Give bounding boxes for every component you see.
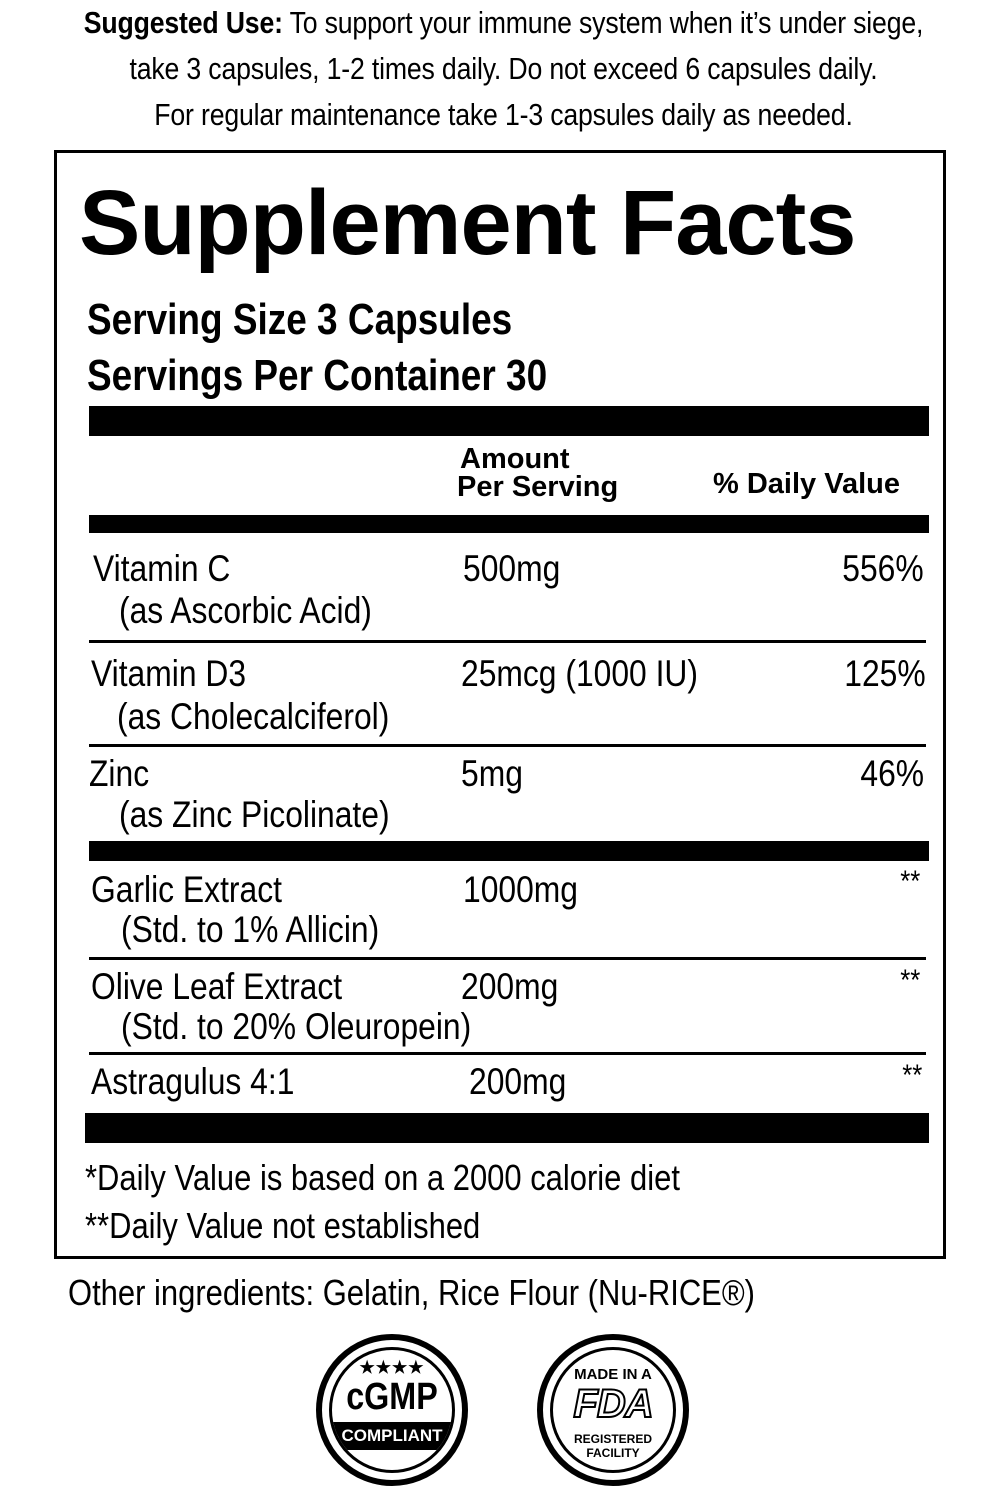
nutrient-name: Zinc	[89, 753, 150, 794]
supplement-facts-panel	[54, 150, 946, 1259]
nutrient-source: (Std. to 1% Allicin)	[121, 909, 380, 950]
nutrient-amount: 5mg	[461, 753, 523, 794]
daily-value-header: % Daily Value	[713, 468, 900, 500]
servings-per-container: Servings Per Container 30	[87, 351, 548, 400]
amount-header-line-2: Per Serving	[457, 471, 619, 503]
cgmp-compliant-badge	[316, 1334, 468, 1486]
nutrient-daily-value: 556%	[842, 548, 924, 589]
fda-registered-text: REGISTERED	[573, 1432, 652, 1446]
suggested-use-label: Suggested Use:	[83, 5, 283, 40]
suggested-use-line-1	[70, 0, 936, 46]
nutrient-name: Vitamin D3	[91, 653, 247, 694]
header-divider	[89, 515, 929, 533]
nutrient-daily-value: **	[901, 1059, 922, 1092]
footnote-not-established: **Daily Value not established	[85, 1205, 481, 1246]
fda-facility-text: FACILITY	[586, 1446, 640, 1460]
nutrient-daily-value: **	[899, 964, 920, 997]
nutrient-daily-value: 125%	[844, 653, 926, 694]
suggested-use-line-2: take 3 capsules, 1-2 times daily. Do not exceed 6 capsules daily.	[129, 51, 878, 86]
thick-divider-bottom	[85, 1113, 929, 1143]
nutrient-name: Astragulus 4:1	[91, 1061, 295, 1102]
compliant-ribbon	[329, 1422, 455, 1450]
nutrient-name: Garlic Extract	[91, 869, 282, 910]
nutrient-amount: 1000mg	[463, 869, 578, 910]
nutrient-source: (as Cholecalciferol)	[117, 696, 390, 737]
amount-header-line-1: Amount	[460, 443, 570, 475]
table-row	[89, 960, 926, 1055]
suggested-use-line-1-text: To support your immune system when it’s under siege,	[282, 5, 924, 40]
panel-title: Supplement Facts	[79, 172, 856, 274]
table-row	[89, 643, 926, 747]
cgmp-badge-inner-ring	[329, 1347, 455, 1473]
nutrient-source: (Std. to 20% Oleuropein)	[121, 1006, 472, 1047]
nutrient-amount: 500mg	[463, 548, 561, 589]
table-row	[89, 747, 926, 841]
other-ingredients: Other ingredients: Gelatin, Rice Flour (Nu-RICE®)	[68, 1272, 755, 1313]
nutrient-daily-value: **	[899, 865, 920, 898]
footnote-daily-value: *Daily Value is based on a 2000 calorie diet	[85, 1157, 680, 1198]
table-row	[89, 861, 926, 960]
nutrient-amount: 200mg	[469, 1061, 567, 1102]
nutrient-daily-value: 46%	[860, 753, 924, 794]
fda-logo-icon: FDA	[573, 1382, 653, 1426]
thick-divider-middle	[89, 841, 929, 861]
nutrient-source: (as Ascorbic Acid)	[119, 590, 372, 631]
star-icon-row: ★★★★	[359, 1358, 425, 1377]
nutrient-name: Olive Leaf Extract	[91, 966, 343, 1007]
table-row	[89, 533, 926, 643]
nutrient-amount: 200mg	[461, 966, 559, 1007]
serving-size: Serving Size 3 Capsules	[87, 295, 513, 344]
nutrient-amount: 25mcg (1000 IU)	[461, 653, 698, 694]
fda-registered-badge	[537, 1334, 689, 1486]
thick-divider-top	[89, 406, 929, 436]
nutrient-source: (as Zinc Picolinate)	[119, 794, 390, 835]
suggested-use-line-3: For regular maintenance take 1-3 capsules daily as needed.	[154, 97, 853, 132]
suggested-use-text	[70, 0, 936, 138]
compliant-ribbon-text: COMPLIANT	[341, 1426, 443, 1445]
table-row	[89, 1055, 926, 1113]
nutrient-name: Vitamin C	[93, 548, 231, 589]
fda-badge-inner-ring	[550, 1347, 676, 1473]
cgmp-wordmark: cGMP	[346, 1376, 438, 1418]
fda-top-text: MADE IN A	[574, 1366, 652, 1383]
